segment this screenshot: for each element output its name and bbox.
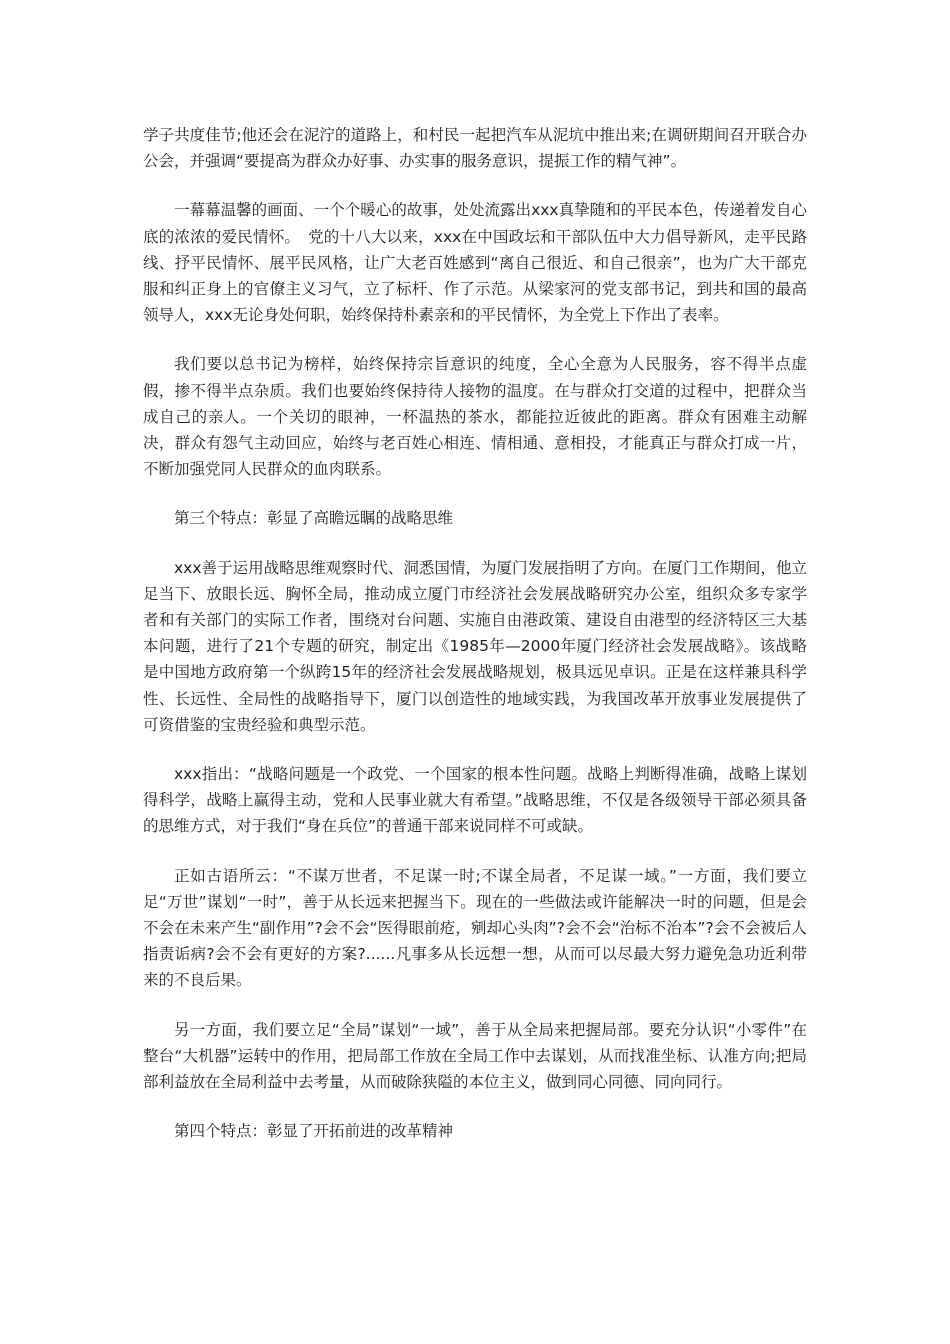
section-heading-third-feature: 第三个特点：彰显了高瞻远瞩的战略思维 <box>174 509 454 528</box>
paragraph-quote-strategy: xxx指出：“战略问题是一个政党、一个国家的根本性问题。战略上判断得准确，战略上谋划得科学，战略上赢得主动，党和人民事业就大有希望。”战略思维，不仅是各级领导干部必须具备的思维方式，对于我们“身在兵位”的普通干部来说同样不可或缺。 <box>143 765 807 836</box>
paragraph-civilian-style: 一幕幕温馨的画面、一个个暖心的故事，处处流露出xxx真挚随和的平民本色，传递着发自心底的浓浓的爱民情怀。 党的十八大以来，xxx在中国政坛和干部队伍中大力倡导新风，走平民路线、抒平民情怀、展平民风格，让广大老百姓感到“离自己很近、和自己很亲”，也为广大干部克服和纠正身上的官僚主义习气，立了标杆、作了示范。从梁家河的党支部书记，到共和国的最高领导人，xxx无论身处何职，始终保持朴素亲和的平民情怀，为全党上下作出了表率。 <box>143 201 807 325</box>
paragraph-serve-people: 我们要以总书记为榜样，始终保持宗旨意识的纯度，全心全意为人民服务，容不得半点虚假，掺不得半点杂质。我们也要始终保持待人接物的温度。在与群众打交道的过程中，把群众当成自己的亲人。一个关切的眼神，一杯温热的茶水，都能拉近彼此的距离。群众有困难主动解决，群众有怨气主动回应，始终与老百姓心相连、情相通、意相投，才能真正与群众打成一片，不断加强党同人民群众的血肉联系。 <box>143 355 807 479</box>
section-heading-fourth-feature: 第四个特点：彰显了开拓前进的改革精神 <box>174 1122 454 1141</box>
paragraph-strategic-thinking: xxx善于运用战略思维观察时代、洞悉国情，为厦门发展指明了方向。在厦门工作期间，他立足当下、放眼长远、胸怀全局，推动成立厦门市经济社会发展战略研究办公室，组织众多专家学者和有关部门的实际工作者，围绕对台问题、实施自由港政策、建设自由港型的经济特区三大基本问题，进行了21个专题的研究，制定出《1985年—2000年厦门经济社会发展战略》。该战略是中国地方政府第一个纵跨15年的经济社会发展战略规划，极具远见卓识。正是在这样兼具科学性、长远性、全局性的战略指导下，厦门以创造性的地域实践，为我国改革开放事业发展提供了可资借鉴的宝贵经验和典型示范。 <box>143 558 807 734</box>
document-body <box>143 122 807 1168</box>
paragraph-long-term: 正如古语所云：“不谋万世者，不足谋一时;不谋全局者，不足谋一域。”一方面，我们要立足“万世”谋划“一时”，善于从长远来把握当下。现在的一些做法或许能解决一时的问题，但是会不会在未来产生“副作用”?会不会“医得眼前疮，剜却心头肉”?会不会“治标不治本”?会不会被后人指责诟病?会不会有更好的方案?......凡事多从长远想一想，从而可以尽最大努力避免急功近利带来的不良后果。 <box>143 866 807 990</box>
paragraph-overall-situation: 另一方面，我们要立足“全局”谋划“一域”，善于从全局来把握局部。要充分认识“小零件”在整台“大机器”运转中的作用，把局部工作放在全局工作中去谋划，从而找准坐标、认准方向;把局部利益放在全局利益中去考量，从而破除狭隘的本位主义，做到同心同德、同向同行。 <box>143 1020 807 1092</box>
paragraph-continuation: 学子共度佳节;他还会在泥泞的道路上，和村民一起把汽车从泥坑中推出来;在调研期间召开联合办公会，并强调“要提高为群众办好事、办实事的服务意识，提振工作的精气神”。 <box>143 126 807 171</box>
